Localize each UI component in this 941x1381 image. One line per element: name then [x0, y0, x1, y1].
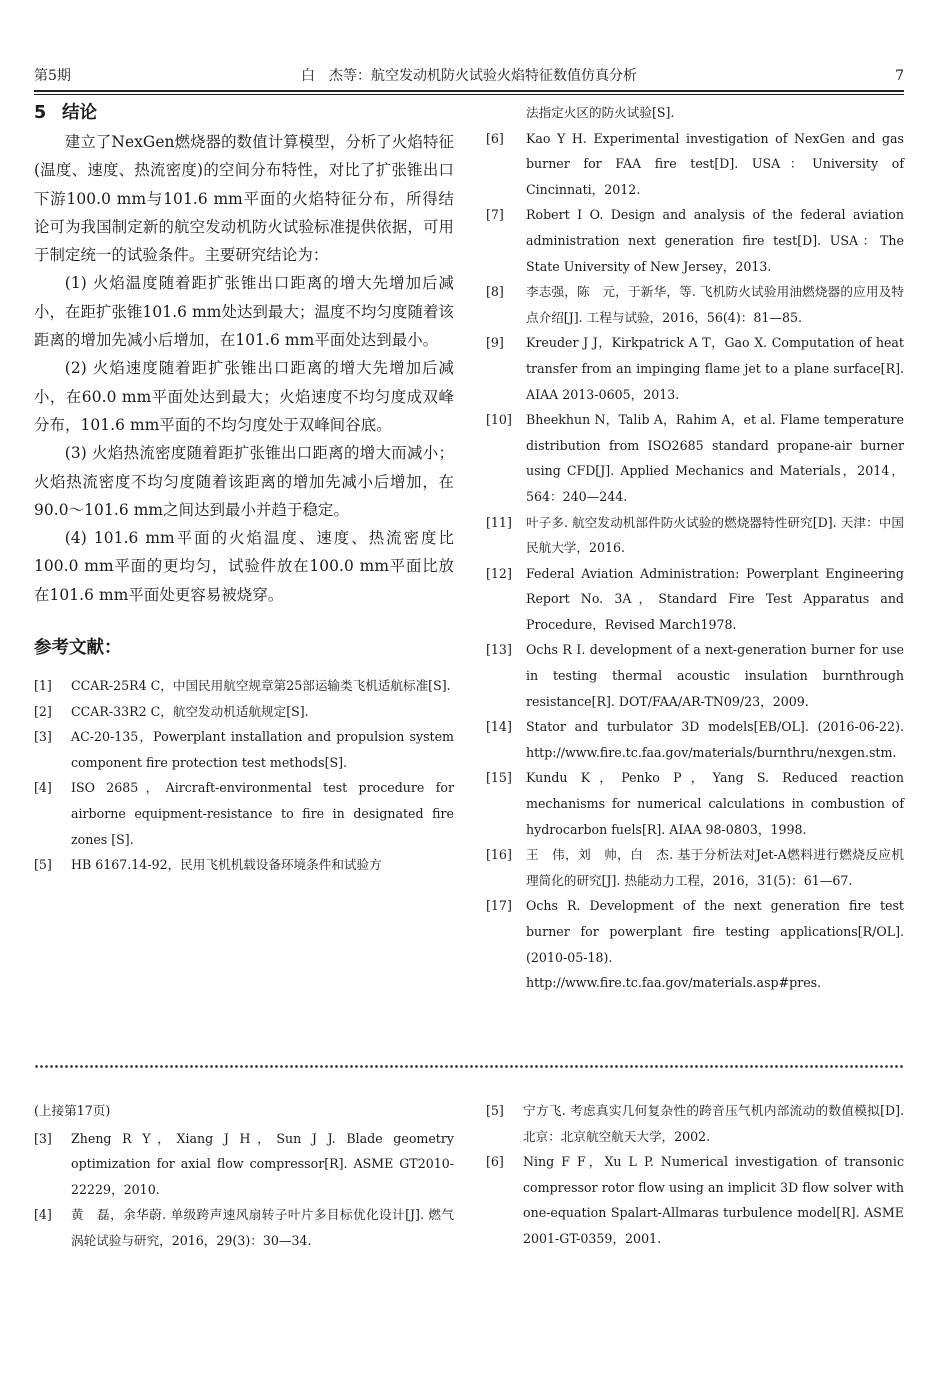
reference-text: AC-20-135，Powerplant installation and propulsion system component fire protection test methods[S]. — [71, 729, 454, 770]
section-number: 5 — [34, 103, 47, 123]
reference-item — [486, 561, 904, 638]
reference-item — [486, 202, 904, 279]
continued-left-column — [34, 1098, 454, 1254]
reference-item — [34, 1126, 454, 1203]
conclusion-paragraph: (3) 火焰热流密度随着距扩张锥出口距离的增大而减小；火焰热流密度不均匀度随着该距离的增加先减小后增加，在90.0～101.6 mm之间达到最小并趋于稳定。 — [34, 444, 454, 519]
reference-number: [11] — [486, 514, 512, 530]
reference-number: [5] — [34, 857, 52, 873]
reference-number: [10] — [486, 412, 512, 428]
continued-note: (上接第17页) — [34, 1103, 111, 1118]
running-title: 白 杰等：航空发动机防火试验火焰特征数值仿真分析 — [301, 68, 637, 84]
reference-continuation: 法指定火区的防火试验[S]. — [526, 105, 675, 120]
reference-text: 宁方飞. 考虑真实几何复杂性的跨音压气机内部流动的数值模拟[D]. 北京：北京航空航天大学，2002. — [523, 1103, 904, 1144]
reference-item — [486, 893, 904, 995]
reference-item — [34, 724, 454, 775]
reference-item — [486, 637, 904, 714]
reference-list-left — [34, 673, 454, 878]
reference-item — [486, 765, 904, 842]
reference-number: [9] — [486, 335, 504, 351]
reference-item — [486, 1098, 904, 1149]
conclusion-paragraph: (4) 101.6 mm平面的火焰温度、速度、热流密度比100.0 mm平面的更均匀，试验件放在100.0 mm平面比放在101.6 mm平面处更容易被烧穿。 — [34, 529, 454, 604]
references-heading: 参考文献： — [34, 638, 122, 659]
conclusion-paragraph: 建立了NexGen燃烧器的数值计算模型，分析了火焰特征(温度、速度、热流密度)的空间分布特性，对比了扩张锥出口下游100.0 mm与101.6 mm平面的火焰特征分布，所得结论可为我国制定新的航空发动机防火试验标准提供依据，可用于制定统一的试验条件。主要研究结论为： — [34, 133, 454, 265]
reference-item — [486, 330, 904, 407]
reference-text: Robert I O. Design and analysis of the federal aviation administration next generation fire test[D]. USA：The State University of New Jersey，2013. — [526, 207, 904, 274]
reference-number: [5] — [486, 1103, 504, 1118]
left-column — [34, 100, 454, 878]
reference-text: 王 伟，刘 帅，白 杰. 基于分析法对Jet-A燃料进行燃烧反应机理简化的研究[J]. 热能动力工程，2016，31(5)：61—67. — [526, 847, 904, 888]
reference-number: [17] — [486, 898, 512, 914]
reference-number: [3] — [34, 729, 52, 745]
right-column — [486, 100, 904, 996]
reference-number: [3] — [34, 1130, 52, 1146]
issue-label: 第5期 — [34, 68, 71, 84]
reference-item — [486, 407, 904, 509]
header-rule-thick — [34, 90, 904, 92]
conclusion-paragraph: (1) 火焰温度随着距扩张锥出口距离的增大先增加后减小，在距扩张锥101.6 mm处达到最大；温度不均匀度随着该距离的增加先减小后增加，在101.6 mm平面处达到最小。 — [34, 274, 454, 350]
continued-reference-list-right — [486, 1098, 904, 1252]
reference-item — [34, 1202, 454, 1253]
reference-text: Ochs R I. development of a next-generation burner for use in testing thermal acoustic insulation burnthrough resistance[R]. DOT/FAA/AR-TN09/23，2009. — [526, 642, 904, 709]
reference-text: ISO 2685，Aircraft-environmental test procedure for airborne equipment-resistance to fire in designated fire zones [S]. — [71, 780, 454, 847]
reference-text: Kreuder J J，Kirkpatrick A T，Gao X. Computation of heat transfer from an impinging flame jet to a plane surface[R]. AIAA 2013-0605，2013. — [526, 335, 904, 402]
reference-list-right — [486, 126, 904, 996]
reference-number: [8] — [486, 284, 504, 300]
reference-item — [34, 775, 454, 852]
reference-number: [7] — [486, 207, 504, 223]
reference-number: [4] — [34, 780, 52, 796]
reference-number: [16] — [486, 847, 512, 863]
section-divider — [34, 1064, 904, 1070]
reference-text: Kao Y H. Experimental investigation of NexGen and gas burner for FAA fire test[D]. USA：University of Cincinnati，2012. — [526, 130, 904, 197]
reference-number: [6] — [486, 1154, 504, 1170]
reference-text: Ochs R. Development of the next generation fire test burner for powerplant fire testing applications[R/OL]. (2010-05-18). http://www.fire.tc.faa.gov/materials.asp#pres. — [526, 898, 904, 991]
reference-text: Stator and turbulator 3D models[EB/OL]. (2016-06-22). http://www.fire.tc.faa.gov/materials/burnthru/nexgen.stm. — [526, 719, 904, 760]
continued-reference-list-left — [34, 1126, 454, 1254]
reference-text: CCAR-25R4 C，中国民用航空规章第25部运输类飞机适航标准[S]. — [71, 678, 451, 694]
reference-item — [486, 126, 904, 203]
reference-number: [4] — [34, 1207, 52, 1223]
reference-number: [1] — [34, 678, 52, 694]
section-title: 结论 — [62, 103, 97, 123]
page-number: 7 — [895, 68, 904, 84]
reference-item — [486, 842, 904, 893]
running-header — [34, 64, 904, 88]
reference-text: CCAR-33R2 C，航空发动机适航规定[S]. — [71, 703, 309, 719]
reference-text: Zheng R Y，Xiang J H，Sun J J. Blade geometry optimization for axial flow compressor[R]. ASME GT2010-22229，2010. — [71, 1130, 454, 1197]
continued-right-column — [486, 1098, 904, 1252]
reference-text: Kundu K，Penko P，Yang S. Reduced reaction mechanisms for numerical calculations in combustion of hydrocarbon fuels[R]. AIAA 98-0803，1998. — [526, 770, 904, 837]
reference-text: Bheekhun N，Talib A，Rahim A，et al. Flame temperature distribution from ISO2685 standard propane-air burner using CFD[J]. Applied Mechanics and Materials，2014，564：240—244. — [526, 412, 904, 504]
reference-item — [34, 699, 454, 725]
reference-text: 李志强，陈 元，于新华，等. 飞机防火试验用油燃烧器的应用及特点介绍[J]. 工程与试验，2016，56(4)：81—85. — [526, 284, 904, 325]
reference-item — [486, 279, 904, 330]
reference-item — [486, 714, 904, 765]
reference-number: [6] — [486, 130, 504, 146]
reference-item — [34, 673, 454, 699]
reference-number: [13] — [486, 642, 512, 658]
reference-text: HB 6167.14-92，民用飞机机载设备环境条件和试验方 — [71, 857, 382, 873]
conclusion-paragraph: (2) 火焰速度随着距扩张锥出口距离的增大先增加后减小，在60.0 mm平面处达到最大；火焰速度不均匀度成双峰分布，101.6 mm平面的不均匀度处于双峰间谷底。 — [34, 359, 454, 434]
reference-number: [15] — [486, 770, 512, 786]
reference-number: [14] — [486, 719, 512, 735]
reference-item — [34, 852, 454, 878]
reference-item — [486, 510, 904, 561]
reference-text: Ning F F，Xu L P. Numerical investigation of transonic compressor rotor flow using an implicit 3D flow solver with one-equation Spalart-Allmaras turbulence model[R]. ASME 2001-GT-0359，2001. — [523, 1154, 904, 1246]
reference-text: 黄 磊，余华蔚. 单级跨声速风扇转子叶片多目标优化设计[J]. 燃气涡轮试验与研究，2016，29(3)：30—34. — [71, 1207, 454, 1248]
reference-number: [2] — [34, 703, 52, 719]
reference-text: Federal Aviation Administration: Powerplant Engineering Report No. 3A，Standard Fire Test Apparatus and Procedure，Revised March1978. — [526, 565, 904, 632]
reference-item — [486, 1149, 904, 1251]
section-heading — [34, 100, 454, 128]
reference-text: 叶子多. 航空发动机部件防火试验的燃烧器特性研究[D]. 天津：中国民航大学，2016. — [526, 514, 904, 556]
reference-number: [12] — [486, 565, 512, 581]
header-rule-thin — [34, 94, 904, 95]
